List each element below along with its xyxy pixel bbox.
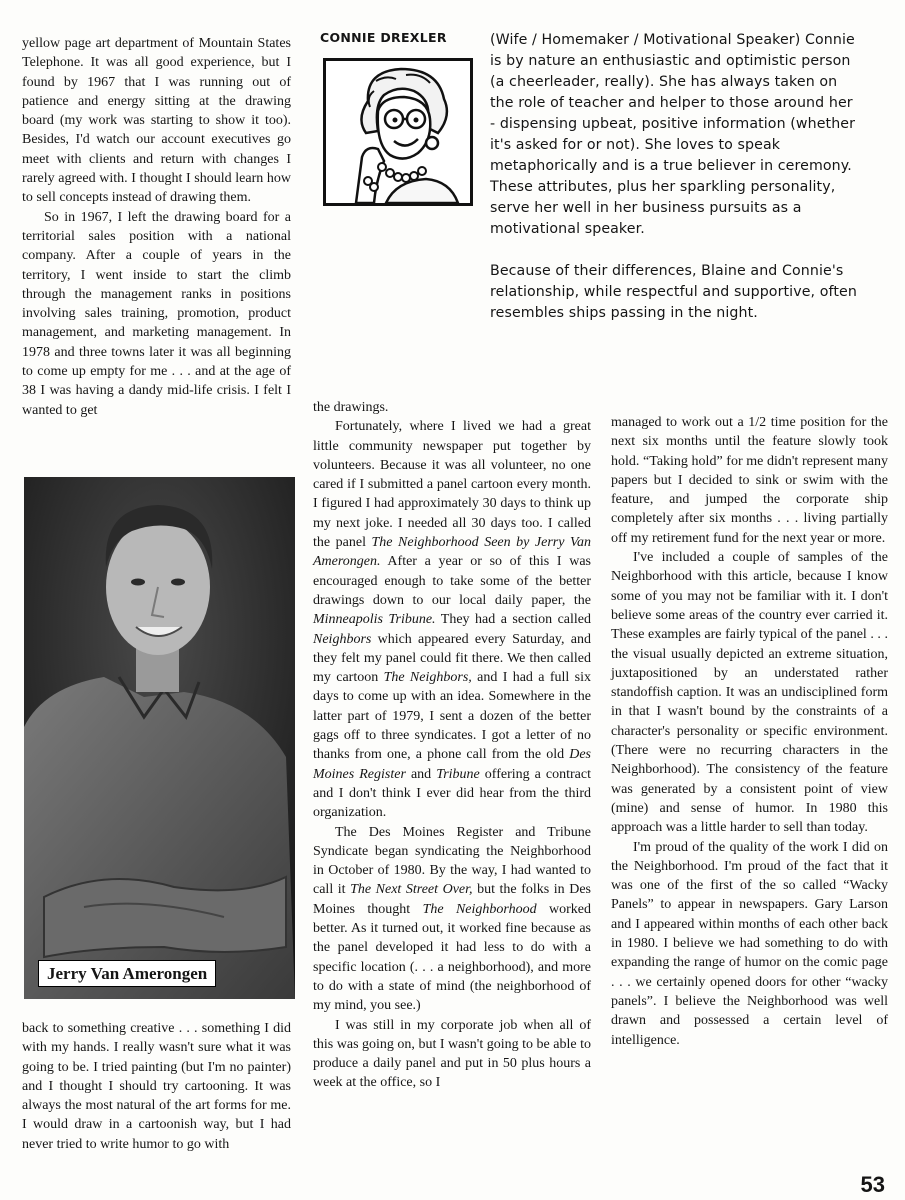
paragraph: I'm proud of the quality of the work I did on the Neighborhood. I'm proud of the fact that it was one of the first of the so called “Wacky Panels” to appear in newspapers. Gary Larson and I appeared within months of each other back in 1980. I believe we had something to do with expanding the range of humor on the comic page . . . we certainly opened doors for other “wacky panels”. I believe the Neighborhood was well drawn and possessed a certain level of intelligence. bbox=[611, 839, 888, 1048]
page-number: 53 bbox=[860, 1172, 885, 1197]
author-photo bbox=[24, 477, 295, 999]
paragraph: managed to work out a 1/2 time position for the next six months until the feature slowly took hold. “Taking hold” for me didn't represent many papers but I decided to sink or swim with the feature, and jumped the corporate ship completely after six months . . . living partially off my retirement fund for the next year or more. bbox=[611, 415, 888, 546]
character-relationship: Because of their differences, Blaine and Connie's relationship, while respectful and supportive, often resembles ships passing in the night. bbox=[490, 263, 857, 321]
author-portrait-icon bbox=[24, 477, 295, 999]
photo-caption: Jerry Van Amerongen bbox=[38, 960, 216, 987]
paragraph: the drawings. bbox=[313, 400, 389, 415]
column-1-bottom bbox=[22, 1019, 291, 1154]
column-3 bbox=[611, 413, 888, 1050]
paragraph: The Des Moines Register and Tribune Syndicate began syndicating the Neighborhood in October of 1980. By the way, I had wanted to call it The Next Street Over, but the folks in Des Moines thought The Neighborhood worked better. As it turned out, it worked fine because as the panel developed it had less to do with a specific location (. . . a neighborhood), and more to do with a state of mind (the neighborhood of my mind, you see.) bbox=[313, 824, 591, 1014]
paragraph: back to something creative . . . something I did with my hands. I really wasn't sure what it was going to be. I tried painting (but I'm no painter) and I thought I should try cartooning. It was always the most natural of the art forms for me. I would draw in a cartoonish way, but I had never tried to write humor to go with bbox=[22, 1021, 291, 1152]
paragraph: So in 1967, I left the drawing board for a territorial sales position with a national company. After a couple of years in the territory, I went inside to start the climb through the management ranks in positions involving sales training, promotion, product management, and marketing management. In 1978 and three towns later it was all beginning to come up empty for me . . . and at the age of 38 I was having a dandy mid-life crisis. I felt I wanted to get bbox=[22, 209, 291, 418]
column-1-top bbox=[22, 34, 291, 420]
connie-portrait-icon bbox=[326, 61, 470, 203]
column-2 bbox=[313, 398, 591, 1093]
character-description-block bbox=[490, 30, 860, 324]
paragraph: Fortunately, where I lived we had a great little community newspaper put together by volunteers. Because it was all volunteer, no one cared if I submitted a panel cartoon every month. I figured I had approximately 30 days to think up my next joke. I needed all 30 days too. I called the panel The Neighborhood Seen by Jerry Van Amerongen. After a year or so of this I was encouraged enough to take some of the better drawings down to our local daily paper, the Minneapolis Tribune. They had a section called Neighbors which appeared every Saturday, and they felt my panel could fit there. We then called my cartoon The Neighbors, and I had a full six days to come up with an idea. Somewhere in the latter part of 1979, I sent a dozen of the better gags off to three syndicates. I got a letter of no thanks from one, a phone call from the old Des Moines Register and Tribune offering a contract and I don't think I ever did hear from the third organization. bbox=[313, 419, 591, 821]
character-description: (Wife / Homemaker / Motivational Speaker) Connie is by nature an enthusiastic and optimistic person (a cheerleader, really). She has always taken on the role of teacher and helper to those around her - dispensing upbeat, positive information (whether it's asked for or not). She loves to speak metaphorically and is a true believer in ceremony. These attributes, plus her sparkling personality, serve her well in her business pursuits as a motivational speaker. bbox=[490, 32, 856, 237]
paragraph: yellow page art department of Mountain States Telephone. It was all good experience, but I found by 1967 that I was running out of patience and energy sitting at the drawing board (my work was starting to show it too). Besides, I'd watch our account executives go meet with clients and return with changes I rarely agreed with. I thought I should learn how to sell concepts instead of drawing them. bbox=[22, 36, 291, 206]
character-portrait-illustration bbox=[323, 58, 473, 206]
character-name: CONNIE DREXLER bbox=[320, 30, 447, 45]
paragraph: I've included a couple of samples of the Neighborhood with this article, because I know some of you may not be familiar with it. I don't believe some areas of the country ever carried it. These examples are fairly typical of the panel . . . the visual usually depicted an extreme situation, juxtapositioned by an understated rather standoffish caption. It was an undisciplined form in that I wasn't bound by the constraints of a character's personality or specific environment. (There were no recurring characters in the Neighborhood). The consistency of the feature was generated by a consistent point of view (mine) and sense of humor. In 1980 this approach was a little harder to sell than today. bbox=[611, 550, 888, 836]
paragraph: I was still in my corporate job when all of this was going on, but I wasn't going to be able to produce a daily panel and put in 50 plus hours a week at the office, so I bbox=[313, 1017, 591, 1091]
